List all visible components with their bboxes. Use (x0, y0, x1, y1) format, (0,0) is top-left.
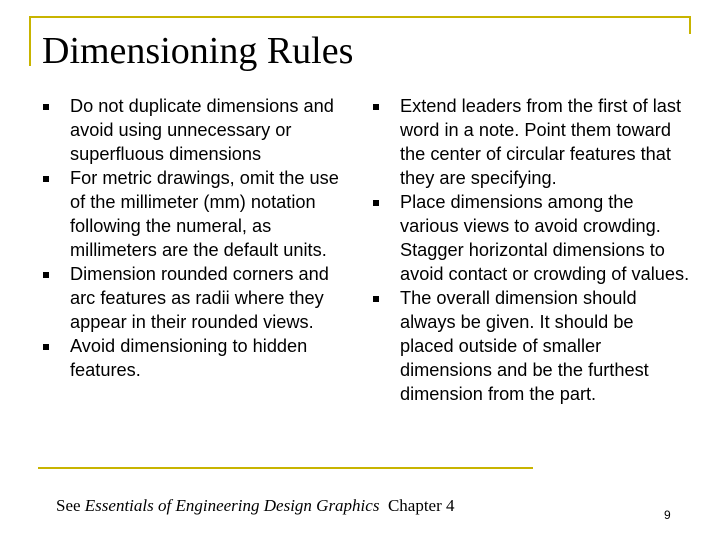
bullet-text: Extend leaders from the first of last word in a note. Point them toward the center of circular features that they are specifying. (400, 96, 682, 188)
top-rule (29, 16, 691, 18)
list-item (38, 94, 350, 166)
square-bullet-icon (43, 344, 49, 350)
footer-chapter: Chapter 4 (387, 496, 455, 515)
right-rule (689, 16, 691, 34)
bullet-text: For metric drawings, omit the use of the millimeter (mm) notation following the numeral, as millimeters are the default units. (70, 168, 339, 260)
list-item (368, 94, 690, 190)
square-bullet-icon (43, 272, 49, 278)
footer-prefix: See (56, 496, 81, 515)
left-rule (29, 16, 31, 66)
slide-title: Dimensioning Rules (42, 30, 354, 72)
footer-citation (56, 496, 455, 516)
list-item (38, 166, 350, 262)
bullet-text: The overall dimension should always be given. It should be placed outside of smaller dimensions and be the furthest dimension from the part. (400, 288, 649, 404)
bullet-text: Place dimensions among the various views to avoid crowding. Stagger horizontal dimensions to avoid contact or crowding of values. (400, 192, 690, 284)
square-bullet-icon (373, 296, 379, 302)
footer-book-title: Essentials of Engineering Design Graphics (84, 496, 380, 515)
square-bullet-icon (373, 200, 379, 206)
page-number: 9 (664, 508, 671, 522)
bullet-text: Avoid dimensioning to hidden features. (70, 336, 308, 380)
list-item (368, 190, 690, 286)
square-bullet-icon (43, 104, 49, 110)
right-bullet-list (368, 94, 690, 406)
square-bullet-icon (43, 176, 49, 182)
list-item (38, 262, 350, 334)
left-bullet-list (38, 94, 350, 382)
square-bullet-icon (373, 104, 379, 110)
bullet-text: Dimension rounded corners and arc features as radii where they appear in their rounded views. (70, 264, 329, 332)
footer-rule (38, 467, 533, 469)
list-item (38, 334, 350, 382)
bullet-text: Do not duplicate dimensions and avoid using unnecessary or superfluous dimensions (70, 96, 334, 164)
list-item (368, 286, 690, 406)
